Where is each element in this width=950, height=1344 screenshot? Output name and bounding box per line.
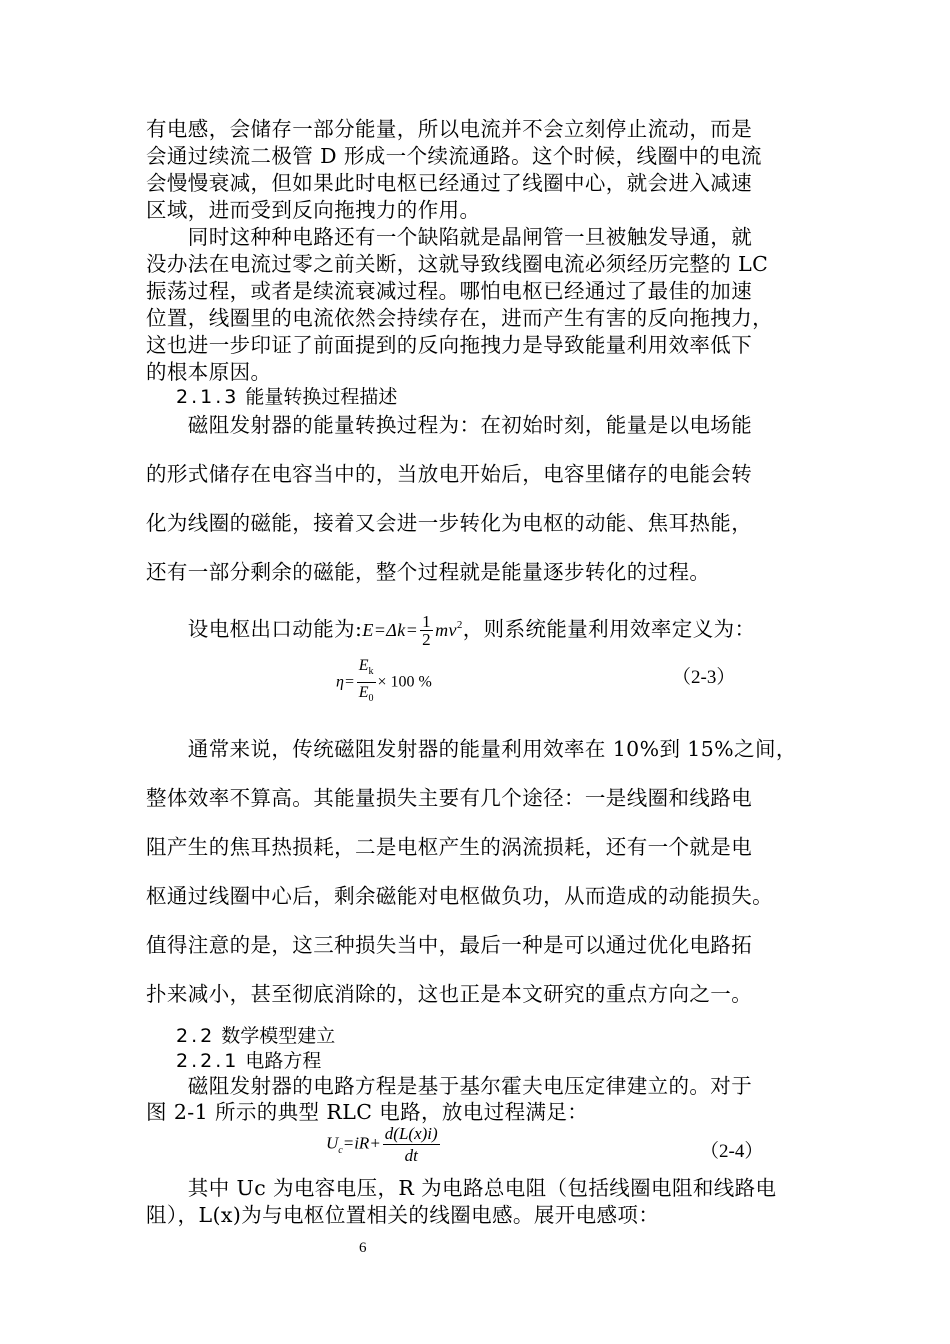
fraction-denominator: dt: [404, 1146, 418, 1165]
body-text-line: 值得注意的是，这三种损失当中，最后一种是可以通过优化电路拓: [146, 933, 753, 957]
equation-number: （2-3）: [672, 667, 736, 688]
section-number: 2.2.1: [176, 1050, 240, 1072]
body-text-line: 枢通过线圈中心后，剩余磁能对电枢做负功，从而造成的动能损失。: [146, 884, 773, 908]
fraction-numerator: 1: [422, 611, 432, 631]
section-number: 2.2: [176, 1025, 216, 1047]
numerator-subscript: k: [368, 666, 374, 678]
body-text-line: 这也进一步印证了前面提到的反向拖拽力是导致能量利用效率低下: [146, 333, 753, 357]
body-text-line: 还有一部分剩余的磁能，整个过程就是能量逐步转化的过程。: [146, 560, 711, 584]
fraction-denominator: 2: [422, 629, 432, 649]
body-text-line: 位置，线圈里的电流依然会持续存在，进而产生有害的反向拖拽力，: [146, 306, 773, 330]
body-text-line: 同时这种种电路还有一个缺陷就是晶闸管一旦被触发导通，就: [146, 225, 753, 249]
numerator-symbol: E: [358, 657, 369, 674]
kinetic-suffix: ，则系统能量利用效率定义为：: [462, 616, 756, 641]
section-heading-2-2: [176, 1024, 335, 1048]
body-text-line: 通常来说，传统磁阻发射器的能量利用效率在 10%到 15%之间，: [146, 737, 797, 761]
kinetic-eq-lhs: E=Δk=: [362, 619, 419, 640]
section-title: 电路方程: [245, 1050, 322, 1072]
body-text-line: 其中 Uc 为电容电压，R 为电路总电阻（包括线圈电阻和线路电: [146, 1176, 777, 1200]
body-text-line: 磁阻发射器的电路方程是基于基尔霍夫电压定律建立的。对于: [146, 1074, 753, 1098]
section-title: 数学模型建立: [221, 1025, 336, 1047]
body-text-line: 磁阻发射器的能量转换过程为：在初始时刻，能量是以电场能: [146, 413, 753, 437]
denominator-subscript: 0: [368, 693, 374, 705]
body-text-line: 振荡过程，或者是续流衰减过程。哪怕电枢已经通过了最佳的加速: [146, 279, 753, 303]
body-text-line: 图 2-1 所示的典型 RLC 电路，放电过程满足：: [146, 1100, 589, 1124]
body-text-line: 整体效率不算高。其能量损失主要有几个途径：一是线圈和线路电: [146, 786, 753, 810]
body-text-line: 阻产生的焦耳热损耗，二是电枢产生的涡流损耗，还有一个就是电: [146, 835, 753, 859]
section-title: 能量转换过程描述: [245, 386, 398, 408]
body-text-line: 扑来减小，甚至彻底消除的，这也正是本文研究的重点方向之一。: [146, 982, 753, 1006]
section-heading-2-2-1: [176, 1049, 321, 1073]
eq-lhs-subscript: c: [338, 1144, 343, 1156]
fraction-numerator: [357, 656, 376, 683]
equation-2-4: [326, 1123, 442, 1166]
eq-lhs: η=: [336, 673, 355, 691]
eq-mid: =iR+: [342, 1133, 381, 1153]
body-text-line: 有电感，会储存一部分能量，所以电流并不会立刻停止流动，而是: [146, 117, 753, 141]
section-heading-2-1-3: [176, 385, 397, 409]
eq-lhs: U: [326, 1133, 339, 1153]
body-text-line: 没办法在电流过零之前关断，这就导致线圈电流必须经历完整的 LC: [146, 252, 769, 276]
body-text-line: 会慢慢衰减，但如果此时电枢已经通过了线圈中心，就会进入减速: [146, 171, 753, 195]
section-number: 2.1.3: [176, 386, 240, 408]
kinetic-prefix: 设电枢出口动能为:: [146, 616, 363, 641]
body-text-line: 阻），L(x)为与电枢位置相关的线圈电感。展开电感项：: [146, 1203, 660, 1227]
body-text-line: 的根本原因。: [146, 360, 272, 384]
body-text-line: 的形式储存在电容当中的，当放电开始后，电容里储存的电能会转: [146, 462, 753, 486]
kinetic-energy-line: [146, 605, 756, 649]
equation-number: （2-4）: [700, 1141, 764, 1162]
fraction-numerator: d(L(x)i): [384, 1124, 438, 1143]
body-text-line: 化为线圈的磁能，接着又会进一步转化为电枢的动能、焦耳热能，: [146, 511, 753, 535]
body-text-line: 区域，进而受到反向拖拽力的作用。: [146, 198, 481, 222]
body-text-line: 会通过续流二极管 D 形成一个续流通路。这个时候，线圈中的电流: [146, 144, 762, 168]
derivative-fraction: [383, 1123, 440, 1166]
kinetic-eq-rhs: mv: [435, 619, 457, 640]
page-number: 6: [359, 1240, 367, 1256]
eq-rhs: × 100 %: [377, 673, 432, 691]
kinetic-fraction: [420, 613, 433, 648]
equation-2-3: [336, 656, 432, 709]
efficiency-fraction: [357, 656, 376, 709]
fraction-denominator: [357, 683, 376, 709]
kinetic-exponent: 2: [456, 619, 463, 631]
denominator-symbol: E: [358, 684, 369, 702]
